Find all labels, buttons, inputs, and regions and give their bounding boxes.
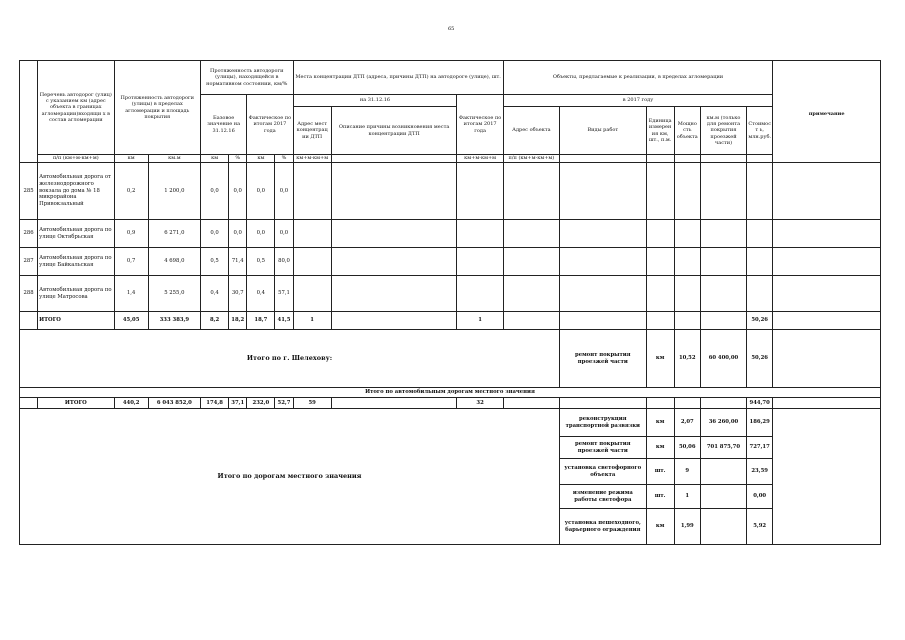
cost-header: Стоимост ь, млн.руб. xyxy=(747,107,773,155)
local-actual-km: 232,0 xyxy=(247,398,275,409)
work-kmm xyxy=(700,459,746,485)
table-row xyxy=(20,248,881,276)
actual-2017-header: Фактическое по итогам 2017 года xyxy=(247,95,293,155)
actual-pct: 57,1 xyxy=(275,276,293,312)
road-area: 1 200,0 xyxy=(148,163,200,220)
work-kmm xyxy=(700,509,746,545)
road-length: 0,9 xyxy=(114,220,148,248)
work-cost: 23,59 xyxy=(747,459,773,485)
cost-subheader xyxy=(747,155,773,163)
power-subheader xyxy=(674,155,700,163)
city-kmm: 60 400,00 xyxy=(700,330,746,388)
work-cost: 727,17 xyxy=(747,437,773,459)
table-row xyxy=(20,276,881,312)
power-header: Мощно сть объекта xyxy=(674,107,700,155)
base-pct: 0,0 xyxy=(229,163,247,220)
local-base-km: 174,8 xyxy=(201,398,229,409)
road-length: 0,2 xyxy=(114,163,148,220)
base-pct: 30,7 xyxy=(229,276,247,312)
dtp-address-header: Адрес мест концентрац ии ДТП xyxy=(293,107,331,155)
km-subheader: км xyxy=(114,155,148,163)
pp-subheader: п/п (км+м-км+м) xyxy=(38,155,114,163)
local-total-cost: 944,70 xyxy=(747,398,773,409)
work-power: 2,07 xyxy=(674,409,700,437)
objects-year-header: в 2017 году xyxy=(503,95,773,107)
reasons-subheader xyxy=(331,155,457,163)
row-num: 287 xyxy=(20,248,38,276)
local-dtp-count: 59 xyxy=(293,398,331,409)
row-num: 285 xyxy=(20,163,38,220)
local-base-pct: 37,1 xyxy=(229,398,247,409)
work-power: 1,99 xyxy=(674,509,700,545)
work-kmm: 701 875,70 xyxy=(700,437,746,459)
road-name: Автомобильная дорога по улице Матросова xyxy=(38,276,114,312)
base-pct: 71,4 xyxy=(229,248,247,276)
kmm-subheader-2 xyxy=(700,155,746,163)
road-area: 5 255,0 xyxy=(148,276,200,312)
total-row-local xyxy=(20,398,881,409)
city-cost: 50,26 xyxy=(747,330,773,388)
object-address-header: Адрес объекта xyxy=(503,107,559,155)
dtp-kmm-subheader: км+м-км+м xyxy=(293,155,331,163)
object-pp-subheader: п/п (км+м-км+м) xyxy=(503,155,559,163)
objects-header: Объекты, предлагаемые к реализации, в пределах агломерации xyxy=(503,61,773,95)
base-km: 0,0 xyxy=(201,163,229,220)
local-actual-pct: 52,7 xyxy=(275,398,293,409)
kmm-subheader: км.м xyxy=(148,155,200,163)
road-area: 6 271,0 xyxy=(148,220,200,248)
total-base-pct: 18,2 xyxy=(229,312,247,330)
row-num: 286 xyxy=(20,220,38,248)
dtp-reasons-header: Описание причины возникновения места концентрации ДТП xyxy=(331,107,457,155)
works-header: Виды работ xyxy=(560,107,647,155)
actual-km: 0,4 xyxy=(247,276,275,312)
work-unit: км xyxy=(646,437,674,459)
dtp2-kmm-subheader: км+м-км+м xyxy=(457,155,503,163)
base-value-header: Базовое значение на 31.12.16 xyxy=(201,95,247,155)
local-total-length: 440,2 xyxy=(114,398,148,409)
unit-subheader xyxy=(646,155,674,163)
local-title-row xyxy=(20,388,881,398)
actual-pct: 0,0 xyxy=(275,220,293,248)
work-cost: 0,00 xyxy=(747,485,773,509)
actual-km-subheader: км xyxy=(247,155,275,163)
work-kmm: 36 260,00 xyxy=(700,409,746,437)
base-km-subheader: км xyxy=(201,155,229,163)
base-km: 0,4 xyxy=(201,276,229,312)
base-pct-subheader: % xyxy=(229,155,247,163)
local-total-area: 6 043 852,0 xyxy=(148,398,200,409)
work-cost: 186,29 xyxy=(747,409,773,437)
work-unit: км xyxy=(646,509,674,545)
base-km: 0,5 xyxy=(201,248,229,276)
actual-pct-subheader: % xyxy=(275,155,293,163)
total-actual-pct: 41,5 xyxy=(275,312,293,330)
note-header: примечание xyxy=(773,61,881,163)
total-cost: 50,26 xyxy=(747,312,773,330)
work-power: 9 xyxy=(674,459,700,485)
page-number: 65 xyxy=(448,26,455,32)
total-label: ИТОГО xyxy=(38,312,114,330)
works-subheader xyxy=(560,155,647,163)
road-name: Автомобильная дорога по улице Байкальская xyxy=(38,248,114,276)
work-type: реконструкция транспортной развязки xyxy=(560,409,647,437)
work-unit: шт. xyxy=(646,459,674,485)
normative-header: Протяженность автодороги (улицы), находящейся в нормативном состоянии, км/% xyxy=(201,61,294,95)
total-length: 45,05 xyxy=(114,312,148,330)
row-num: 288 xyxy=(20,276,38,312)
total-area: 333 383,9 xyxy=(148,312,200,330)
work-unit: км xyxy=(646,409,674,437)
local-dtp-actual: 32 xyxy=(457,398,503,409)
col-num-header xyxy=(20,61,38,163)
city-summary-label: Итого по г. Шелехову: xyxy=(20,330,560,388)
total-base-km: 8,2 xyxy=(201,312,229,330)
total-row-city xyxy=(20,312,881,330)
work-type: ремонт покрытия проезжей части xyxy=(560,437,647,459)
total-actual-km: 18,7 xyxy=(247,312,275,330)
road-area: 4 698,0 xyxy=(148,248,200,276)
total-dtp-count: 1 xyxy=(293,312,331,330)
table-row xyxy=(20,220,881,248)
road-length: 1,4 xyxy=(114,276,148,312)
actual-km: 0,5 xyxy=(247,248,275,276)
roads-table xyxy=(19,60,881,545)
dtp-date-header: на 31.12.16 xyxy=(293,95,457,107)
total-dtp-actual: 1 xyxy=(457,312,503,330)
actual-pct: 0,0 xyxy=(275,163,293,220)
local-total-label: ИТОГО xyxy=(38,398,114,409)
actual-km: 0,0 xyxy=(247,163,275,220)
work-kmm xyxy=(700,485,746,509)
city-unit: км xyxy=(646,330,674,388)
work-type: установка светофорного объекта xyxy=(560,459,647,485)
work-power: 1 xyxy=(674,485,700,509)
work-cost: 5,92 xyxy=(747,509,773,545)
work-unit: шт. xyxy=(646,485,674,509)
work-power: 50,06 xyxy=(674,437,700,459)
city-work: ремонт покрытия проезжей части xyxy=(560,330,647,388)
city-summary-row xyxy=(20,330,881,388)
base-pct: 0,0 xyxy=(229,220,247,248)
table-row xyxy=(20,163,881,220)
length-header: Протяженность автодороги (улицы) в пределах агломерации и площадь покрытия xyxy=(114,61,200,155)
dtp-actual-header: Фактическое по итогам 2017 года xyxy=(457,95,503,155)
unit-header: Единица измерения км, шт., п.м. xyxy=(646,107,674,155)
local-summary-label: Итого по дорогам местного значения xyxy=(20,409,560,545)
work-type: установка пешеходного, барьерного ограждения xyxy=(560,509,647,545)
dtp-header: Места концентрации ДТП (адреса, причины ДТП) на автодороге (улице), шт. xyxy=(293,61,503,95)
base-km: 0,0 xyxy=(201,220,229,248)
kmm-header: км.м (только для ремонта покрытия проезжей части) xyxy=(700,107,746,155)
actual-km: 0,0 xyxy=(247,220,275,248)
work-type: изменение режима работы светофора xyxy=(560,485,647,509)
road-name: Автомобильная дорога от железнодорожного вокзала до дома № 18 микрорайона Привокзальный xyxy=(38,163,114,220)
local-work-row xyxy=(20,409,881,437)
road-name: Автомобильная дорога по улице Октябрьская xyxy=(38,220,114,248)
road-length: 0,7 xyxy=(114,248,148,276)
actual-pct: 80,0 xyxy=(275,248,293,276)
list-header: Перечень автодорог (улиц) с указанием км (адрес объекта в границах агломерации)входящи х в состав агломерации xyxy=(38,61,114,155)
local-title: Итого по автомобильным дорогам местного значения xyxy=(20,388,881,398)
city-power: 10,52 xyxy=(674,330,700,388)
